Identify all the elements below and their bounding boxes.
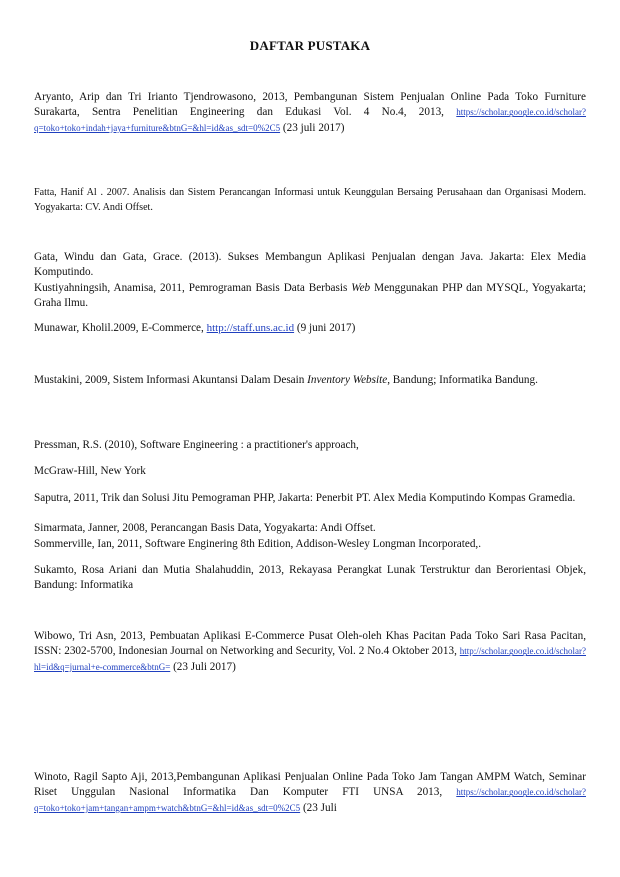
reference-sukamto xyxy=(34,563,586,594)
reference-text: Sommerville, Ian, 2011, Software Enginering 8th Edition, Addison-Wesley Longman Incorporated,. xyxy=(34,538,482,550)
reference-access-date: (9 juni 2017) xyxy=(294,322,356,334)
reference-text-end: , Bandung; Informatika Bandung. xyxy=(387,374,538,386)
reference-text: Munawar, Kholil.2009, E-Commerce, xyxy=(34,322,207,334)
reference-pressman-publisher xyxy=(34,464,586,479)
reference-access-date: (23 Juli 2017) xyxy=(170,660,236,673)
reference-text: Saputra, 2011, Trik dan Solusi Jitu Pemograman PHP, Jakarta: Penerbit PT. Alex Media Komputindo Kompas Gramedia. xyxy=(34,492,576,504)
reference-text: Mustakini, 2009, Sistem Informasi Akuntansi Dalam Desain xyxy=(34,374,308,386)
page-title: DAFTAR PUSTAKA xyxy=(249,38,371,53)
reference-link[interactable]: http://staff.uns.ac.id xyxy=(206,322,295,334)
reference-text: Kustiyahningsih, Anamisa, 2011, Pemrograman Basis Data Berbasis xyxy=(34,282,352,294)
reference-saputra xyxy=(34,491,586,506)
reference-munawar xyxy=(34,321,586,336)
reference-text: Wibowo, Tri Asn, 2013, Pembuatan Aplikasi E-Commerce Pusat Oleh-oleh Khas Pacitan Pada Toko Sari Rasa Pacitan, ISSN: 2302-5700, Indonesian Journal on Networking and Security, Vol. 2 No.4 Oktober 2013, xyxy=(34,630,586,658)
reference-aryanto xyxy=(34,90,586,136)
reference-text: Pressman, R.S. (2010), Software Engineering : a practitioner's approach, xyxy=(34,439,359,451)
reference-fatta xyxy=(34,186,586,215)
reference-pressman xyxy=(34,438,586,453)
reference-simarmata xyxy=(34,521,586,536)
reference-text: Fatta, Hanif Al . 2007. Analisis dan Sistem Perancangan Informasi untuk Keunggulan Bersaing Perusahaan dan Organisasi Modern. Yogyakarta: CV. Andi Offset. xyxy=(34,187,586,213)
reference-text: Aryanto, Arip dan Tri Irianto Tjendrowasono, 2013, Pembangunan Sistem Penjualan Online Pada Toko Furniture Surakarta, Sentra Penelitian Engineering dan Edukasi Vol. 4 No.4, 2013, xyxy=(34,91,586,119)
reference-text: Simarmata, Janner, 2008, Perancangan Basis Data, Yogyakarta: Andi Offset. xyxy=(34,522,376,534)
reference-wibowo xyxy=(34,629,586,675)
reference-access-date: (23 Juli xyxy=(300,801,337,814)
reference-kustiyahningsih xyxy=(34,281,586,312)
reference-text-end: Menggunakan PHP dan MYSQL, Yogyakarta; Graha Ilmu. xyxy=(34,282,586,310)
reference-mustakini xyxy=(34,373,586,388)
reference-text: Gata, Windu dan Gata, Grace. (2013). Sukses Membangun Aplikasi Penjualan dengan Java. Jakarta: Elex Media Komputindo. xyxy=(34,251,586,279)
reference-gata xyxy=(34,250,586,281)
reference-sommerville xyxy=(34,537,586,552)
reference-text: Sukamto, Rosa Ariani dan Mutia Shalahuddin, 2013, Rekayasa Perangkat Lunak Terstruktur dan Berorientasi Objek, Bandung: Informatika xyxy=(34,564,586,592)
reference-access-date: (23 juli 2017) xyxy=(280,121,345,134)
reference-link[interactable]: https://scholar.google.co.id/scholar?q=toko+toko+jam+tangan+ampm+watch&btnG=&hl=id&as_sdt=0%2C5 xyxy=(34,787,586,813)
reference-text: Winoto, Ragil Sapto Aji, 2013,Pembangunan Aplikasi Penjualan Online Pada Toko Jam Tangan AMPM Watch, Seminar Riset Unggulan Nasional Informatika Dan Komputer FTI UNSA 2013, xyxy=(34,771,586,799)
reference-winoto xyxy=(34,770,586,816)
reference-link[interactable]: http://scholar.google.co.id/scholar?hl=id&q=jurnal+e-commerce&btnG= xyxy=(34,646,586,672)
reference-italic: Web xyxy=(351,282,371,294)
reference-italic: Inventory Website xyxy=(307,374,388,386)
reference-text: McGraw-Hill, New York xyxy=(34,465,146,477)
reference-link[interactable]: https://scholar.google.co.id/scholar?q=toko+toko+indah+jaya+furniture&btnG=&hl=id&as_sdt=0%2C5 xyxy=(34,107,587,133)
